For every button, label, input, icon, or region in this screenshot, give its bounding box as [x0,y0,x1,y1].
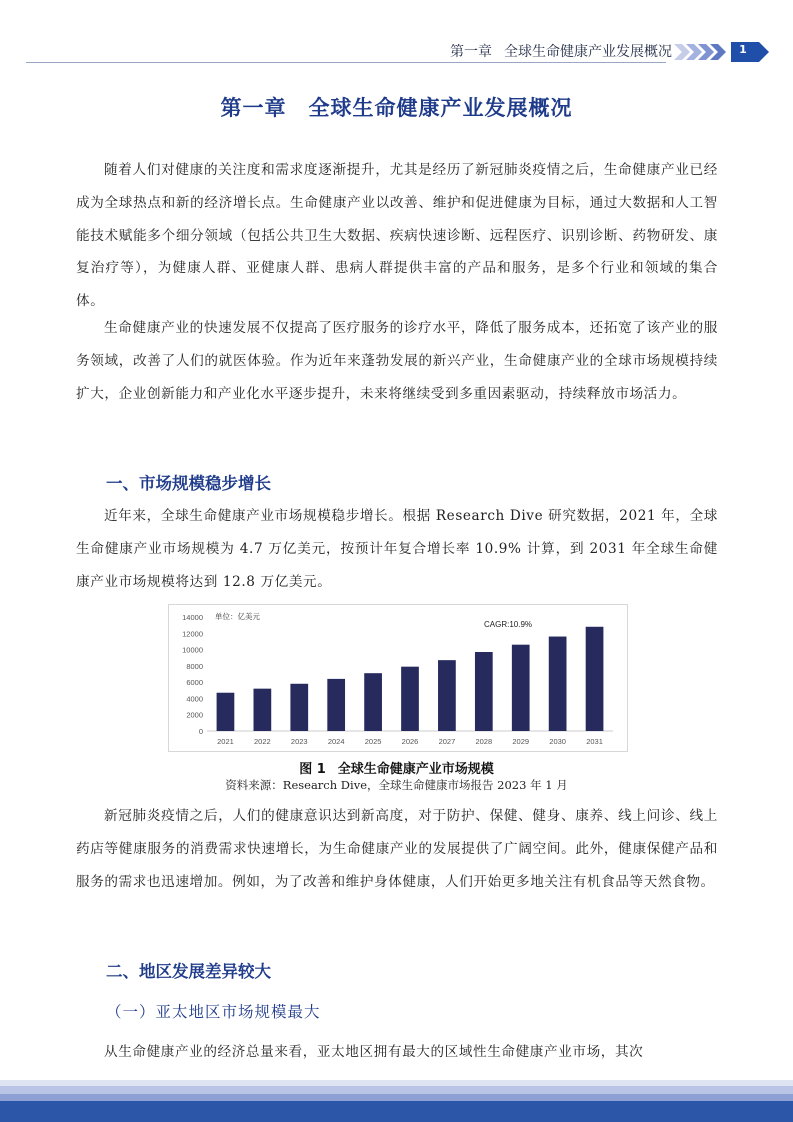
y-tick-label: 10000 [182,645,203,655]
chevron-arrows-icon [674,44,734,60]
y-tick-label: 2000 [186,710,203,720]
y-tick-label: 0 [198,727,203,736]
chart-canvas [169,605,627,751]
chart-cagr-annotation: CAGR:10.9% [484,620,533,629]
footer-decoration [0,1080,793,1122]
chart-bar [290,684,308,731]
intro-paragraph-1: 随着人们对健康的关注度和需求度逐渐提升，尤其是经历了新冠肺炎疫情之后，生命健康产业已经成为全球热点和新的经济增长点。生命健康产业以改善、维护和促进健康为目标，通过大数据和人工智能技术赋能多个细分领域（包括公共卫生大数据、疾病快速诊断、远程医疗、识别诊断、药物研发、康复治疗等），为健康人群、亚健康人群、患病人群提供丰富的产品和服务，是多个行业和领域的集合体。 [76,162,718,310]
running-header-chapter-name: 全球生命健康产业发展概况 [504,44,672,60]
chart-unit-label: 单位：亿美元 [215,612,260,621]
x-tick-label: 2024 [327,737,345,746]
x-tick-label: 2030 [549,737,566,746]
chapter-title: 第一章 全球生命健康产业发展概况 [220,95,573,120]
x-tick-label: 2021 [217,737,234,746]
chart-bar [475,652,493,731]
chart-bar [438,660,456,731]
x-tick-label: 2031 [586,737,603,746]
y-tick-label: 4000 [186,694,203,704]
section1-paragraph-1: 近年来，全球生命健康产业市场规模稳步增长。根据 Research Dive 研究数据，2021 年，全球生命健康产业市场规模为 4.7 万亿美元，按预计年复合增长率 10.9% 计算，到 2031 年全球生命健康产业市场规模将达到 12.8 万亿美元。 [76,508,718,590]
section-heading-1: 一、市场规模稳步增长 [106,474,271,493]
x-tick-label: 2023 [290,737,308,746]
y-tick-label: 12000 [182,629,203,639]
chart-bar [512,645,530,731]
section-heading-2: 二、地区发展差异较大 [106,962,271,981]
market-size-chart [168,604,628,752]
figure-caption [0,758,793,777]
chart-bar [254,689,272,731]
chart-bar [586,627,604,731]
y-tick-label: 8000 [186,661,203,671]
x-tick-label: 2029 [512,737,530,746]
x-tick-label: 2025 [364,737,382,746]
chart-bar [401,667,419,731]
chart-bar [364,673,382,731]
chart-bar [217,693,235,731]
x-tick-label: 2027 [438,737,456,746]
chart-bar [549,637,567,731]
figure-source: 资料来源：Research Dive，全球生命健康市场报告 2023 年 1 月 [225,778,568,792]
subsection-heading-1: （一）亚太地区市场规模最大 [106,1003,321,1021]
figure-number: 图 1 [299,762,326,777]
figure-title: 全球生命健康产业市场规模 [337,762,494,777]
section2-paragraph-1: 从生命健康产业的经济总量来看，亚太地区拥有最大的区域性生命健康产业市场，其次 [104,1044,644,1060]
page-number: 1 [739,43,747,56]
x-tick-label: 2026 [401,737,419,746]
header-rule [26,62,666,63]
running-header-chapter-label: 第一章 [450,44,492,60]
x-tick-label: 2022 [254,737,271,746]
section1-paragraph-2: 新冠肺炎疫情之后，人们的健康意识达到新高度，对于防护、保健、健身、康养、线上问诊、线上药店等健康服务的消费需求快速增长，为生命健康产业的发展提供了广阔空间。此外，健康保健产品和服务的需求也迅速增加。例如，为了改善和维护身体健康，人们开始更多地关注有机食品等天然食物。 [76,808,718,890]
y-tick-label: 6000 [186,678,203,688]
y-tick-label: 14000 [182,613,203,622]
chart-bar [327,679,345,731]
running-header-title [450,41,672,61]
x-tick-label: 2028 [475,737,493,746]
intro-paragraph-2: 生命健康产业的快速发展不仅提高了医疗服务的诊疗水平，降低了服务成本，还拓宽了该产业的服务领域，改善了人们的就医体验。作为近年来蓬勃发展的新兴产业，生命健康产业的全球市场规模持续扩大，企业创新能力和产业化水平逐步提升，未来将继续受到多重因素驱动，持续释放市场活力。 [76,320,718,402]
